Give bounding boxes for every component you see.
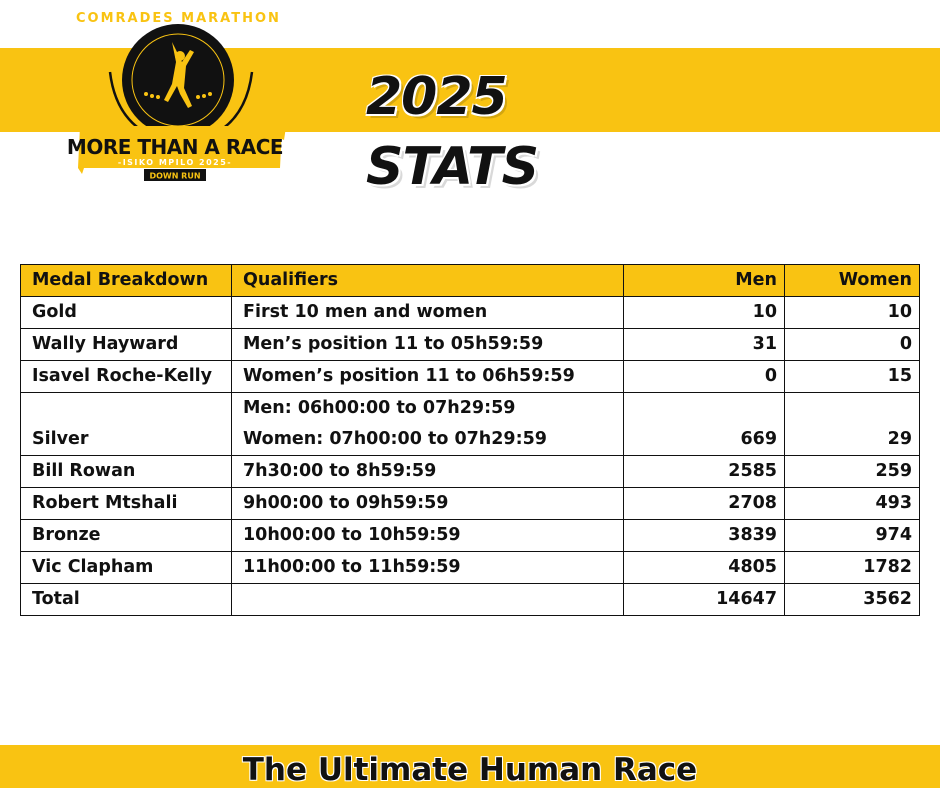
table-row (21, 520, 920, 552)
men-count: 2708 (624, 488, 785, 520)
medal-name: Silver (21, 393, 232, 456)
women-total: 3562 (785, 584, 920, 616)
men-count: 31 (624, 329, 785, 361)
column-header-medal: Medal Breakdown (21, 265, 232, 297)
medal-name: Gold (21, 297, 232, 329)
qualifier-range: Women’s position 11 to 06h59:59 (232, 361, 624, 393)
table-header-row (21, 265, 920, 297)
women-count: 10 (785, 297, 920, 329)
medal-name: Wally Hayward (21, 329, 232, 361)
qualifier-range (232, 584, 624, 616)
qualifier-range: 11h00:00 to 11h59:59 (232, 552, 624, 584)
table-row (21, 552, 920, 584)
table-row (21, 329, 920, 361)
women-count: 1782 (785, 552, 920, 584)
table-row (21, 488, 920, 520)
column-header-men: Men (624, 265, 785, 297)
medal-name: Total (21, 584, 232, 616)
table-row (21, 393, 920, 456)
logo-edition: -ISIKO MPILO 2025- (117, 158, 233, 167)
column-header-women: Women (785, 265, 920, 297)
qualifier-range: 7h30:00 to 8h59:59 (232, 456, 624, 488)
men-count: 3839 (624, 520, 785, 552)
men-count: 2585 (624, 456, 785, 488)
men-count: 10 (624, 297, 785, 329)
table-row (21, 297, 920, 329)
footer-tagline: The Ultimate Human Race (242, 752, 698, 788)
logo-ring-text: COMRADES MARATHON (76, 11, 281, 26)
qualifier-line-women: Women: 07h00:00 to 07h29:59 (243, 429, 547, 449)
table-row (21, 456, 920, 488)
qualifier-range: Men’s position 11 to 05h59:59 (232, 329, 624, 361)
men-count: 4805 (624, 552, 785, 584)
qualifier-line-men: Men: 06h00:00 to 07h29:59 (243, 398, 516, 418)
men-count: 669 (624, 393, 785, 456)
qualifier-range (232, 393, 624, 456)
table-total-row (21, 584, 920, 616)
comrades-marathon-logo (66, 11, 288, 184)
men-total: 14647 (624, 584, 785, 616)
women-count: 259 (785, 456, 920, 488)
medal-name: Bill Rowan (21, 456, 232, 488)
medal-name: Vic Clapham (21, 552, 232, 584)
logo-slogan: MORE THAN A RACE (66, 135, 284, 159)
qualifier-range: 10h00:00 to 10h59:59 (232, 520, 624, 552)
qualifier-range: First 10 men and women (232, 297, 624, 329)
logo-graphic (66, 11, 288, 184)
women-count: 0 (785, 329, 920, 361)
women-count: 15 (785, 361, 920, 393)
women-count: 29 (785, 393, 920, 456)
men-count: 0 (624, 361, 785, 393)
medal-name: Isavel Roche-Kelly (21, 361, 232, 393)
medal-name: Bronze (21, 520, 232, 552)
medal-stats-table (20, 264, 920, 616)
table-row (21, 361, 920, 393)
column-header-qualifiers: Qualifiers (232, 265, 624, 297)
medal-name: Robert Mtshali (21, 488, 232, 520)
page-title: 2025 STATS (366, 67, 539, 197)
women-count: 493 (785, 488, 920, 520)
logo-direction: DOWN RUN (149, 171, 201, 181)
qualifier-range: 9h00:00 to 09h59:59 (232, 488, 624, 520)
women-count: 974 (785, 520, 920, 552)
